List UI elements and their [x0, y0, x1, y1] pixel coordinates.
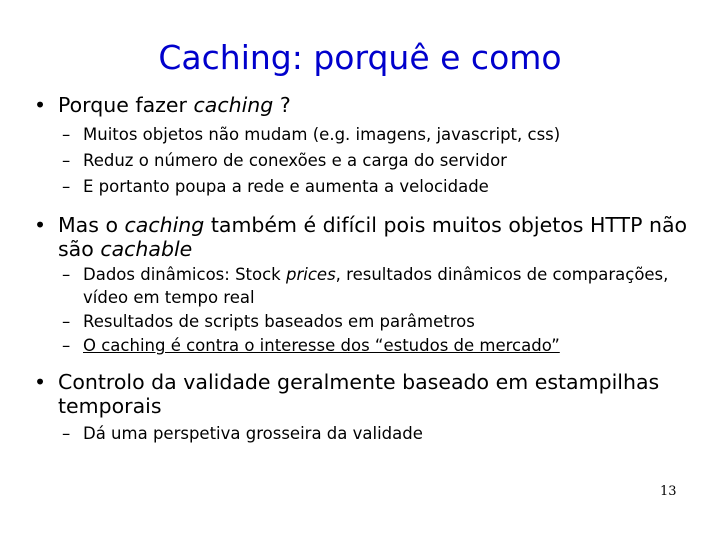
- text-run: Dados dinâmicos: Stock: [83, 265, 286, 284]
- sub-bullet-2-2: [62, 309, 702, 334]
- dash-marker: –: [62, 312, 71, 331]
- sub-bullet-text: O caching é contra o interesse dos “estudos de mercado”: [83, 336, 560, 355]
- dash-marker: –: [62, 151, 71, 170]
- text-run-italic: cachable: [100, 237, 193, 261]
- sub-bullet-text: Reduz o número de conexões e a carga do servidor: [83, 151, 507, 170]
- bullet-marker: •: [34, 213, 47, 237]
- text-run: , resultados dinâmicos de comparações, vídeo em tempo real: [83, 265, 669, 307]
- page-number: 13: [660, 484, 677, 499]
- sub-bullet-1-3: [62, 174, 702, 199]
- bullet-marker: •: [34, 93, 47, 117]
- text-run-italic: caching: [124, 213, 205, 237]
- slide-title: Caching: porquê e como: [158, 38, 562, 77]
- sub-bullet-1-2: [62, 148, 702, 173]
- sub-bullet-1-1: [62, 122, 702, 147]
- sub-bullet-2-3: [62, 333, 702, 358]
- text-run-italic: caching: [193, 93, 274, 117]
- bullet-3: [34, 370, 706, 418]
- sub-bullet-2-1: [62, 263, 702, 309]
- text-run: também é difícil pois muitos objetos HTTP não são: [58, 213, 688, 261]
- text-run: ?: [273, 93, 291, 117]
- bullet-1-text: [34, 93, 706, 117]
- bullet-3-text: Controlo da validade geralmente baseado em estampilhas temporais: [58, 370, 660, 418]
- dash-marker: –: [62, 424, 71, 443]
- sub-bullet-3-1: [62, 421, 702, 446]
- sub-bullet-text: Dá uma perspetiva grosseira da validade: [83, 424, 423, 443]
- bullet-2-text: [34, 213, 706, 261]
- sub-bullet-text: [62, 263, 702, 309]
- bullet-2: [34, 213, 706, 261]
- dash-marker: –: [62, 265, 71, 284]
- bullet-1: [34, 93, 706, 117]
- text-run-italic: prices: [286, 265, 336, 284]
- dash-marker: –: [62, 177, 71, 196]
- text-run: Porque fazer: [58, 93, 194, 117]
- bullet-marker: •: [34, 370, 47, 394]
- sub-bullet-text: E portanto poupa a rede e aumenta a velocidade: [83, 177, 489, 196]
- sub-bullet-text: Resultados de scripts baseados em parâmetros: [83, 312, 475, 331]
- sub-bullet-text: Muitos objetos não mudam (e.g. imagens, javascript, css): [83, 125, 561, 144]
- text-run: Mas o: [58, 213, 125, 237]
- dash-marker: –: [62, 125, 71, 144]
- dash-marker: –: [62, 336, 71, 355]
